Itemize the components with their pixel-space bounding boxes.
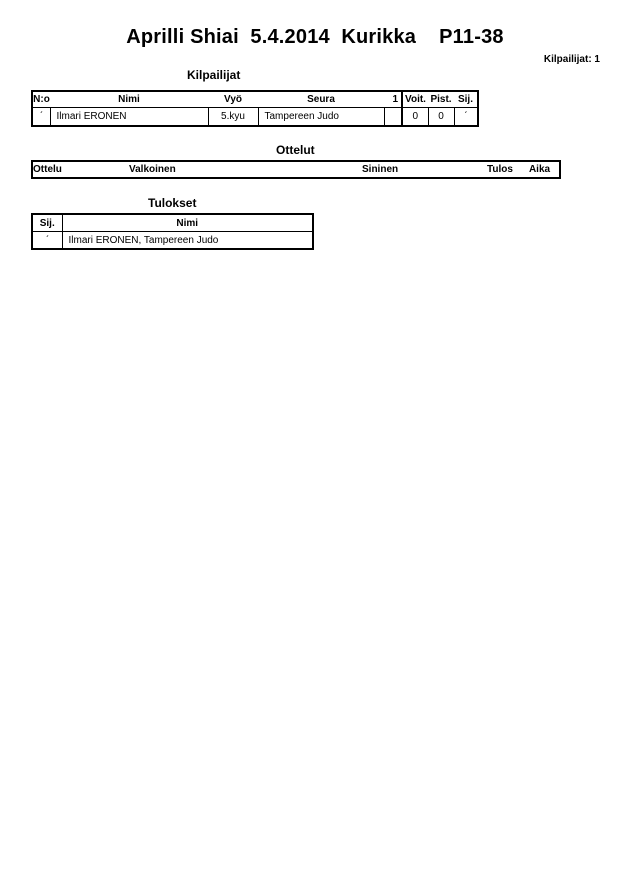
page-title: Aprilli Shiai 5.4.2014 Kurikka P11-38 — [126, 26, 504, 48]
matches-heading: Ottelut — [276, 143, 315, 157]
matches-header-row — [32, 161, 560, 178]
competitor-name: Ilmari ERONEN — [50, 108, 208, 127]
col-name-header: Nimi — [50, 91, 208, 108]
result-name: Ilmari ERONEN, Tampereen Judo — [68, 234, 219, 246]
competitor-count: Kilpailijat: 1 — [543, 54, 600, 65]
competitor-round — [384, 108, 402, 127]
table-row — [32, 108, 478, 127]
competitor-points: 0 — [428, 108, 454, 127]
results-header-row — [32, 214, 313, 232]
matches-table — [31, 160, 561, 179]
competitors-heading: Kilpailijat — [187, 68, 241, 82]
col-blue-header: Sininen — [362, 164, 399, 175]
competitor-wins: 0 — [402, 108, 428, 127]
competitors-header-row — [32, 91, 478, 108]
competitor-club: Tampereen Judo — [258, 108, 384, 127]
competitor-belt: 5.kyu — [208, 108, 258, 127]
col-club-header: Seura — [258, 91, 384, 108]
col-points-header: Pist. — [428, 91, 454, 108]
col-name-header: Nimi — [62, 214, 313, 232]
col-match-header: Ottelu — [33, 164, 62, 175]
col-place-header: Sij. — [32, 214, 62, 232]
competitor-place: ˊ — [464, 111, 468, 122]
results-heading: Tulokset — [148, 196, 197, 210]
col-result-header: Tulos — [487, 164, 513, 175]
col-time-header: Aika — [528, 164, 551, 175]
results-table — [31, 213, 314, 250]
col-no-header: N:o — [32, 91, 50, 108]
result-place: ˊ — [32, 232, 62, 250]
col-belt-header: Vyö — [208, 91, 258, 108]
col-wins-header: Voit. — [402, 91, 428, 108]
competitor-no: ˊ — [32, 108, 50, 127]
table-row — [32, 232, 313, 250]
col-place-header: Sij. — [454, 91, 478, 108]
col-white-header: Valkoinen — [129, 164, 176, 175]
col-round-header: 1 — [384, 91, 402, 108]
competitors-table — [31, 90, 479, 127]
